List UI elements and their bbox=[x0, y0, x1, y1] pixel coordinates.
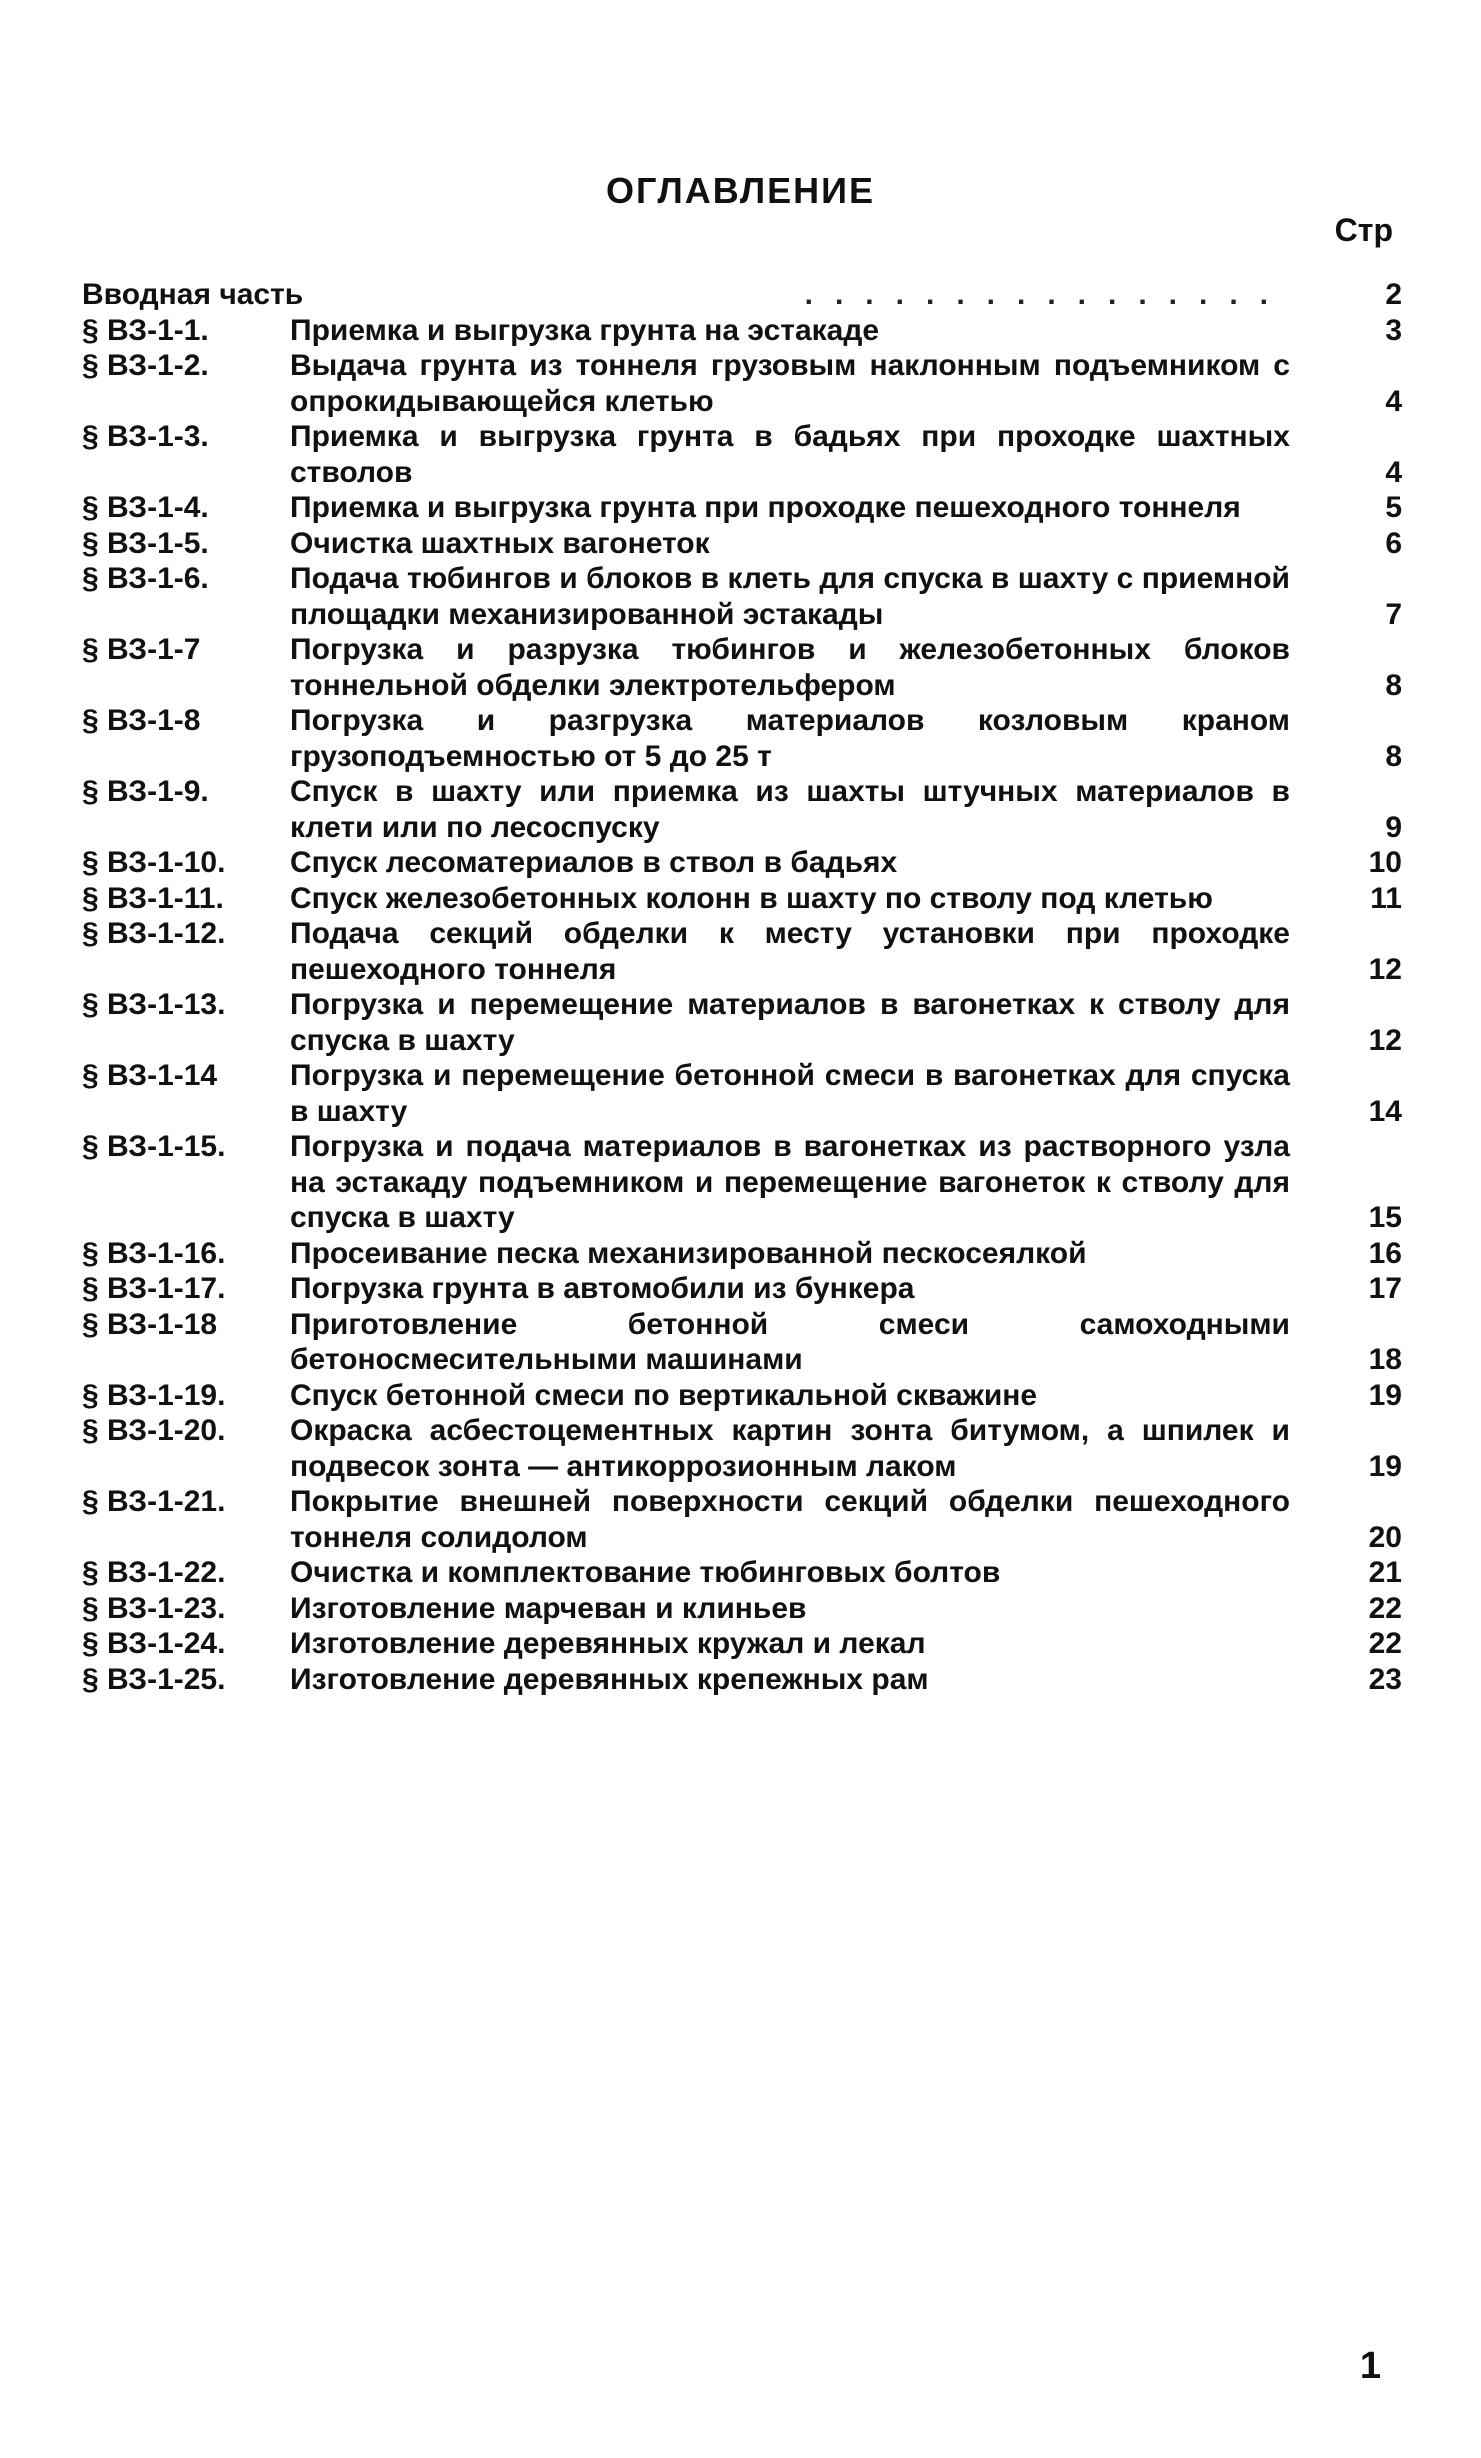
page-number: 1 bbox=[1359, 2345, 1381, 2387]
toc-entry-title: Приемка и выгрузка грунта на эстакаде bbox=[290, 313, 880, 347]
toc-entry bbox=[82, 1236, 1402, 1272]
toc-entry bbox=[82, 1484, 1402, 1555]
toc-entry bbox=[82, 1413, 1402, 1484]
toc-entry-title: Погрузка и перемещение бетонной смеси в вагонетках для спуска в шахту bbox=[290, 1059, 1290, 1128]
toc-entry-title: Погрузка и перемещение материалов в вагонетках к стволу для спуска в шахту bbox=[290, 988, 1290, 1057]
toc-entry-title-cell bbox=[290, 1307, 1290, 1378]
toc-entry-number: § ВЗ-1-6. bbox=[82, 562, 209, 595]
toc-entry-page: 4 bbox=[1385, 455, 1402, 489]
toc-entry-page: 12 bbox=[1368, 1023, 1402, 1057]
toc-entry bbox=[82, 1662, 1402, 1698]
toc-entry-page: 8 bbox=[1385, 739, 1402, 773]
toc-entry-title-cell bbox=[290, 1236, 1290, 1272]
toc-intro-row bbox=[82, 277, 1402, 313]
toc-entry-title: Окраска асбестоцементных картин зонта битумом, а шпилек и подвесок зонта — антикоррозионным лаком bbox=[290, 1414, 1290, 1483]
toc-entry bbox=[82, 348, 1402, 419]
toc-intro-title-cell bbox=[82, 277, 1290, 313]
toc-entry-title-cell bbox=[290, 1484, 1290, 1555]
toc-entry-number: § ВЗ-1-21. bbox=[82, 1485, 226, 1518]
toc-entry-page: 14 bbox=[1368, 1094, 1402, 1128]
toc-entry-number: § ВЗ-1-14 bbox=[82, 1059, 218, 1092]
toc-entry-title: Погрузка и разрузка тюбингов и железобетонных блоков тоннельной обделки электротельфером bbox=[290, 633, 1290, 702]
toc-entry-title-cell bbox=[290, 703, 1290, 774]
toc-entry-number: § ВЗ-1-7 bbox=[82, 633, 201, 666]
toc-entry-number: § ВЗ-1-2. bbox=[82, 349, 209, 382]
toc-entry-page: 18 bbox=[1368, 1343, 1402, 1376]
toc-entry-title-cell bbox=[290, 1378, 1290, 1414]
toc-intro-title: Вводная часть bbox=[82, 278, 304, 311]
toc-entry-title: Приемка и выгрузка грунта в бадьях при проходке шахтных стволов bbox=[290, 420, 1290, 489]
toc-entry-page: 22 bbox=[1368, 1627, 1402, 1660]
toc-entry-page: 7 bbox=[1385, 597, 1402, 631]
toc-entry-page: 21 bbox=[1368, 1556, 1402, 1589]
toc-entry-number: § ВЗ-1-1. bbox=[82, 313, 209, 347]
toc-entry bbox=[82, 1555, 1402, 1591]
toc-entry bbox=[82, 1591, 1402, 1627]
toc-entry-title-cell bbox=[290, 1626, 1290, 1662]
toc-entry-number: § ВЗ-1-23. bbox=[82, 1591, 226, 1625]
toc-entry bbox=[82, 1058, 1402, 1129]
toc-entry-title: Подача секций обделки к месту установки при проходке пешеходного тоннеля bbox=[290, 917, 1290, 986]
toc-entry bbox=[82, 774, 1402, 845]
toc-entry-number: § ВЗ-1-16. bbox=[82, 1236, 226, 1270]
toc-entry-number: § ВЗ-1-19. bbox=[82, 1378, 226, 1412]
toc-entry-page: 19 bbox=[1368, 1449, 1402, 1483]
toc-entry-number: § ВЗ-1-17. bbox=[82, 1272, 226, 1305]
toc-entry-title-cell bbox=[290, 561, 1290, 632]
toc-entry-title: Погрузка и подача материалов в вагонетках из растворного узла на эстакаду подъемником и перемещение вагонеток к стволу для спуска в шахту bbox=[290, 1130, 1290, 1234]
toc-entry bbox=[82, 703, 1402, 774]
toc-entry-title: Приемка и выгрузка грунта при проходке пешеходного тоннеля bbox=[290, 491, 1241, 524]
toc-entry-page: 3 bbox=[1385, 313, 1402, 347]
toc-entry bbox=[82, 1271, 1402, 1307]
toc-entry-title: Спуск в шахту или приемка из шахты штучных материалов в клети или по лесоспуску bbox=[290, 775, 1290, 844]
toc-entries bbox=[82, 313, 1402, 1698]
toc-entry-page: 19 bbox=[1368, 1378, 1402, 1412]
toc-entry bbox=[82, 313, 1402, 349]
toc-entry-title-cell bbox=[290, 632, 1290, 703]
toc-entry bbox=[82, 881, 1402, 917]
toc-entry bbox=[82, 845, 1402, 881]
toc-entry-number: § ВЗ-1-3. bbox=[82, 420, 209, 453]
toc-entry-title-cell bbox=[290, 1413, 1290, 1484]
page-column-header: Стр bbox=[1334, 212, 1393, 248]
toc-entry bbox=[82, 490, 1402, 526]
toc-entry-page: 16 bbox=[1368, 1236, 1402, 1270]
toc-entry-title-cell bbox=[290, 987, 1290, 1058]
toc-entry-page: 8 bbox=[1385, 668, 1402, 702]
toc-intro-page: 2 bbox=[1385, 278, 1402, 311]
toc-entry-title-cell bbox=[290, 348, 1290, 419]
toc-entry-number: § ВЗ-1-22. bbox=[82, 1556, 226, 1589]
toc-entry-title: Приготовление бетонной смеси самоходными бетоносмесительными машинами bbox=[290, 1307, 1290, 1376]
toc-entry-page: 4 bbox=[1385, 384, 1402, 418]
toc-entry-page: 6 bbox=[1385, 526, 1402, 560]
toc-entry-page: 20 bbox=[1368, 1520, 1402, 1554]
toc-entry-number: § ВЗ-1-4. bbox=[82, 491, 209, 524]
toc-entry-number: § ВЗ-1-8 bbox=[82, 704, 201, 737]
toc-entry-title: Спуск бетонной смеси по вертикальной скважине bbox=[290, 1378, 1038, 1412]
toc-entry-number: § ВЗ-1-9. bbox=[82, 775, 209, 808]
page-title: ОГЛАВЛЕНИЕ bbox=[605, 170, 876, 211]
toc-entry-title-cell bbox=[290, 916, 1290, 987]
toc-entry-page: 11 bbox=[1370, 881, 1402, 915]
toc-entry-number: § ВЗ-1-24. bbox=[82, 1627, 226, 1660]
toc-entry bbox=[82, 916, 1402, 987]
dot-leader: ................ bbox=[804, 278, 1290, 311]
toc-entry-number: § ВЗ-1-18 bbox=[82, 1307, 218, 1341]
toc-entry-title-cell bbox=[290, 526, 1290, 562]
toc-entry-number: § ВЗ-1-25. bbox=[82, 1662, 226, 1696]
toc-entry-number: § ВЗ-1-20. bbox=[82, 1414, 226, 1447]
toc-entry-title: Изготовление деревянных кружал и лекал bbox=[290, 1627, 926, 1660]
toc-entry bbox=[82, 1129, 1402, 1236]
toc-entry-title: Подача тюбингов и блоков в клеть для спуска в шахту с приемной площадки механизированной эстакады bbox=[290, 562, 1290, 631]
toc-entry-title: Погрузка грунта в автомобили из бункера bbox=[290, 1272, 915, 1305]
toc-entry bbox=[82, 419, 1402, 490]
toc-entry-page: 22 bbox=[1368, 1591, 1402, 1625]
toc-entry-page: 10 bbox=[1368, 846, 1402, 879]
toc-entry-page: 17 bbox=[1368, 1272, 1402, 1305]
toc-entry-title-cell bbox=[290, 1555, 1290, 1591]
toc-entry-title: Очистка и комплектование тюбинговых болтов bbox=[290, 1556, 1001, 1589]
toc-entry-page: 9 bbox=[1385, 810, 1402, 844]
toc-entry-title: Погрузка и разгрузка материалов козловым краном грузоподъемностью от 5 до 25 т bbox=[290, 704, 1290, 773]
toc-entry-title: Изготовление марчеван и клиньев bbox=[290, 1591, 807, 1625]
toc-entry-page: 5 bbox=[1385, 491, 1402, 524]
toc-entry bbox=[82, 987, 1402, 1058]
toc-entry-title-cell bbox=[290, 419, 1290, 490]
toc-entry-title-cell bbox=[290, 490, 1290, 526]
toc-entry bbox=[82, 1307, 1402, 1378]
toc-entry bbox=[82, 632, 1402, 703]
toc-entry-title-cell bbox=[290, 1271, 1290, 1307]
toc-entry-title: Очистка шахтных вагонеток bbox=[290, 526, 710, 560]
toc-entry-number: § ВЗ-1-5. bbox=[82, 526, 209, 560]
toc-entry-title-cell bbox=[290, 845, 1290, 881]
toc-entry-title-cell bbox=[290, 1591, 1290, 1627]
toc-entry-title: Покрытие внешней поверхности секций обделки пешеходного тоннеля солидолом bbox=[290, 1485, 1290, 1554]
toc-entry-title: Спуск лесоматериалов в ствол в бадьях bbox=[290, 846, 898, 879]
toc-entry-title: Выдача грунта из тоннеля грузовым наклонным подъемником с опрокидывающейся клетью bbox=[290, 349, 1290, 418]
toc-entry-title-cell bbox=[290, 1662, 1290, 1698]
toc-entry-title-cell bbox=[290, 1058, 1290, 1129]
toc-entry-title-cell bbox=[290, 881, 1290, 917]
toc-entry bbox=[82, 526, 1402, 562]
toc-entry-page: 15 bbox=[1368, 1201, 1402, 1234]
table-of-contents bbox=[82, 277, 1402, 1697]
toc-entry-page: 23 bbox=[1368, 1662, 1402, 1696]
toc-entry-title: Спуск железобетонных колонн в шахту по стволу под клетью bbox=[290, 881, 1213, 915]
toc-entry bbox=[82, 1378, 1402, 1414]
toc-entry-number: § ВЗ-1-10. bbox=[82, 846, 226, 879]
toc-entry-title-cell bbox=[290, 313, 1290, 349]
toc-entry-title-cell bbox=[290, 774, 1290, 845]
toc-entry bbox=[82, 1626, 1402, 1662]
toc-entry-page: 12 bbox=[1368, 952, 1402, 986]
toc-entry-title: Просеивание песка механизированной пескосеялкой bbox=[290, 1236, 1087, 1270]
toc-entry-title-cell bbox=[290, 1129, 1290, 1236]
toc-entry-title: Изготовление деревянных крепежных рам bbox=[290, 1662, 929, 1696]
toc-entry bbox=[82, 561, 1402, 632]
toc-entry-number: § ВЗ-1-12. bbox=[82, 917, 226, 950]
toc-entry-number: § ВЗ-1-15. bbox=[82, 1130, 226, 1163]
toc-entry-number: § ВЗ-1-11. bbox=[82, 881, 224, 915]
toc-entry-number: § ВЗ-1-13. bbox=[82, 988, 226, 1021]
